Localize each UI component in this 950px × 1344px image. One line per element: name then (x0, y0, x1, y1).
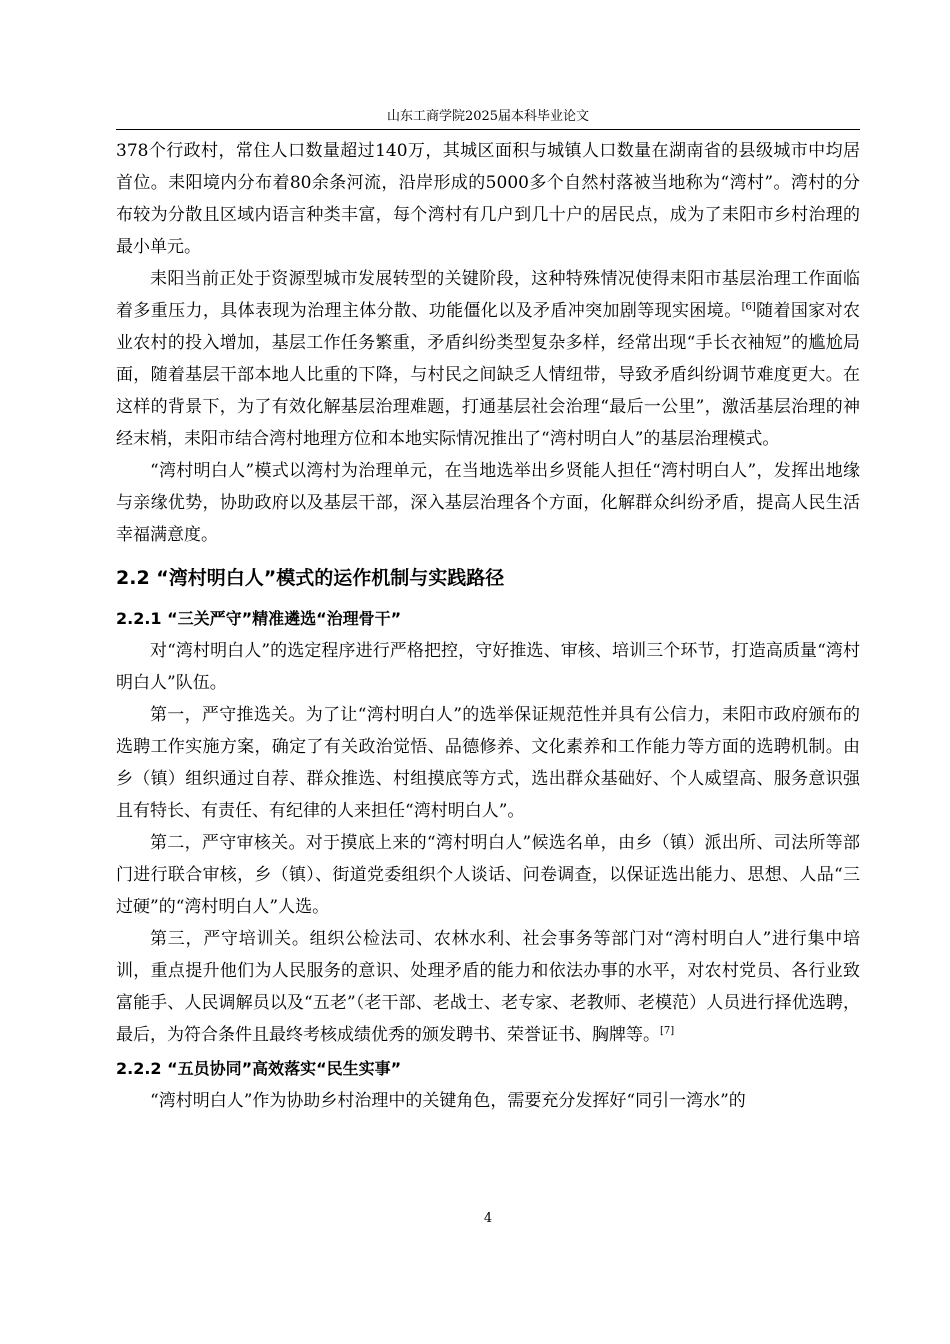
paragraph-8: “湾村明白人”作为协助乡村治理中的关键角色，需要充分发挥好“同引一湾水”的 (150, 1091, 746, 1111)
citation-7: [7] (660, 1025, 675, 1037)
section-heading-2-2: 2.2 “湾村明白人”模式的运作机制与实践路径 (116, 567, 505, 589)
paragraph-7-text: 第三，严守培训关。组织公检法司、农林水利、社会事务等部门对“湾村明白人”进行集中培训，重点提升他们为人民服务的意识、处理矛盾的能力和依法办事的水平，对农村党员、各行业致富能手、人民调解员以及“五老”（老干部、老战士、老专家、老教师、老模范）人员进行择优选聘，最后，为符合条件且最终考核成绩优秀的颁发聘书、荣誉证书、胸牌等。 (116, 929, 860, 1045)
running-header: 山东工商学院2025届本科毕业论文 (386, 109, 590, 124)
paragraph-2-part-b: 随着国家对农业农村的投入增加，基层工作任务繁重，矛盾纠纷类型复杂多样，经常出现“手长衣袖短”的尴尬局面，随着基层干部本地人比重的下降，与村民之间缺乏人情纽带，导致矛盾纠纷调节难度更大。在这样的背景下，为了有效化解基层治理难题，打通基层社会治理“最后一公里”，激活基层治理的神经末梢，耒阳市结合湾村地理方位和本地实际情况推出了“湾村明白人”的基层治理模式。 (116, 301, 861, 449)
page-number: 4 (483, 1211, 493, 1226)
paragraph-6: 第二，严守审核关。对于摸底上来的“湾村明白人”候选名单，由乡（镇）派出所、司法所等部门进行联合审核，乡（镇）、街道党委组织个人谈话、问卷调查，以保证选出能力、思想、人品“三过硬”的“湾村明白人”人选。 (116, 833, 860, 917)
header-rule (116, 129, 860, 130)
paragraph-4: 对“湾村明白人”的选定程序进行严格把控，守好推选、审核、培训三个环节，打造高质量“湾村明白人”队伍。 (116, 641, 860, 693)
page-body (116, 135, 860, 1117)
citation-6: [6] (741, 301, 756, 313)
paragraph-5: 第一，严守推选关。为了让“湾村明白人”的选举保证规范性并具有公信力，耒阳市政府颁布的选聘工作实施方案，确定了有关政治觉悟、品德修养、文化素养和工作能力等方面的选聘机制。由乡（镇）组织通过自荐、群众推选、村组摸底等方式，选出群众基础好、个人威望高、服务意识强且有特长、有责任、有纪律的人来担任“湾村明白人”。 (116, 705, 860, 821)
paragraph-2 (116, 263, 860, 455)
paragraph-1: 378个行政村，常住人口数量超过140万，其城区面积与城镇人口数量在湖南省的县级城市中均居首位。耒阳境内分布着80余条河流，沿岸形成的5000多个自然村落被当地称为“湾村”。湾村的分布较为分散且区域内语言种类丰富，每个湾村有几户到几十户的居民点，成为了耒阳市乡村治理的最小单元。 (116, 141, 860, 257)
subsection-heading-2-2-2: 2.2.2 “五员协同”高效落实“民生实事” (116, 1059, 402, 1078)
paragraph-7 (116, 923, 860, 1051)
paragraph-2-part-a: 耒阳当前正处于资源型城市发展转型的关键阶段，这种特殊情况使得耒阳市基层治理工作面临着多重压力，具体表现为治理主体分散、功能僵化以及矛盾冲突加剧等现实困境。 (116, 269, 860, 321)
paragraph-3: “湾村明白人”模式以湾村为治理单元，在当地选举出乡贤能人担任“湾村明白人”，发挥出地缘与亲缘优势，协助政府以及基层干部，深入基层治理各个方面，化解群众纠纷矛盾，提高人民生活幸福满意度。 (116, 461, 860, 545)
subsection-heading-2-2-1: 2.2.1 “三关严守”精准遴选“治理骨干” (116, 609, 402, 628)
